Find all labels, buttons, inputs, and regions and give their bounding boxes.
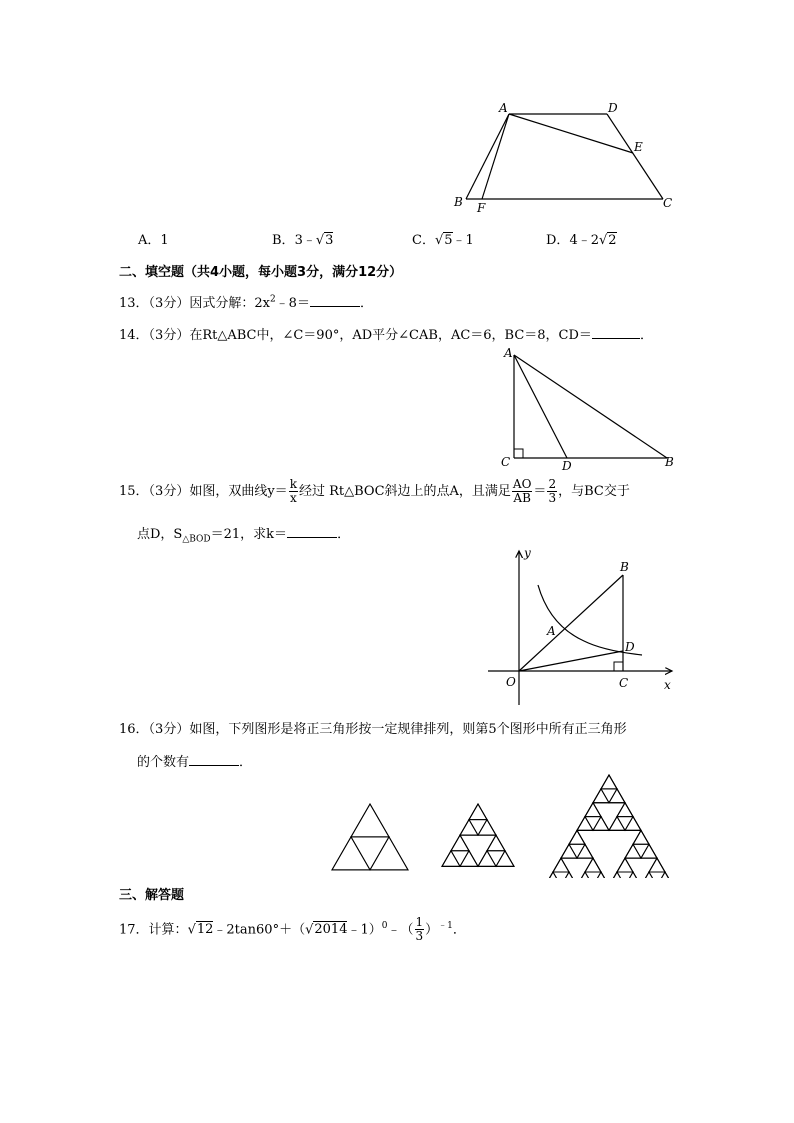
- label-D: D: [625, 640, 635, 654]
- q15-number: 15．: [119, 484, 149, 499]
- q17-end: ．: [452, 922, 466, 938]
- pattern-3-top-left-right: [593, 817, 609, 831]
- pattern-3-top-right-left: [609, 817, 625, 831]
- pattern-2-right-top: [487, 835, 505, 851]
- label-D: D: [562, 459, 572, 473]
- frac-numerator: AO: [512, 477, 532, 491]
- question-15-line-2: [137, 523, 350, 545]
- option-d-radicand: 2: [608, 233, 617, 248]
- q17-mid-1: ﹣2tan60°＋（: [213, 922, 306, 938]
- pattern-3-right-left-right: [625, 872, 641, 878]
- pattern-3-top-left-inner: [585, 817, 601, 831]
- pattern-3-right-left-top: [617, 858, 633, 872]
- pattern-3-left-top-top: [569, 830, 585, 844]
- q13-number: 13．: [119, 296, 149, 311]
- pattern-2-top-left: [460, 820, 478, 836]
- q16-answer-blank[interactable]: [189, 754, 239, 766]
- pattern-3-left-right-top: [585, 858, 601, 872]
- pattern-3-top-right-inner: [617, 817, 633, 831]
- q17-exponent-neg1: ﹣1: [438, 921, 453, 931]
- question-15-line-1: [119, 478, 630, 514]
- label-y: y: [524, 546, 531, 560]
- pattern-3-right-top-top: [633, 830, 649, 844]
- label-E: E: [634, 140, 643, 154]
- section-2-heading: 二、填空题（共4小题，每小题3分，满分12分）: [119, 265, 403, 280]
- q15-line2-pre: 点D，S: [137, 527, 183, 542]
- q15-text-2: 经过 Rt△BOC斜边上的点A，且满足: [298, 484, 511, 499]
- pattern-3-left-top-inner: [569, 844, 585, 858]
- fraction-k-over-x: [289, 478, 298, 505]
- q17-radicand-2: 2014: [314, 922, 348, 938]
- fraction-2-over-3: [547, 478, 557, 505]
- pattern-3-left-left-right: [561, 872, 577, 878]
- q17-mid-2: ﹣1）: [347, 922, 382, 938]
- label-C: C: [501, 455, 511, 469]
- pattern-3: [545, 775, 673, 878]
- pattern-2-top-right: [478, 820, 496, 836]
- q15-subscript: △BOD: [182, 534, 211, 545]
- pattern-3-top-top-right: [609, 789, 625, 803]
- q15-line2-mid: ＝21，求k＝: [210, 527, 288, 542]
- q16-score: （3分）: [148, 722, 190, 737]
- pattern-2-left-right: [460, 851, 478, 867]
- hyperbola-figure: [484, 543, 680, 708]
- q17-mid-3: ﹣（: [387, 922, 414, 938]
- question-17: 17．计算：√12﹣2tan60°＋（√2014﹣1）$^0$﹣（ $\frac{1}{3}$ ）$^{﹣1}$．: [119, 915, 466, 944]
- pattern-2-right-right: [496, 851, 514, 867]
- option-b-label: B．: [272, 233, 295, 248]
- pattern-3-left-left-left: [545, 872, 561, 878]
- option-a-value: 1: [160, 233, 169, 248]
- pattern-3-top-top-top: [601, 775, 617, 789]
- pattern-3-left-right-right: [593, 872, 609, 878]
- question-16-line-2: [137, 751, 252, 770]
- pattern-2-right-inner: [487, 851, 505, 867]
- q13-end: ．: [359, 296, 373, 311]
- option-c-label: C．: [412, 233, 435, 248]
- option-b-pre: 3﹣: [294, 233, 316, 248]
- q16-text-2: 的个数有: [137, 755, 190, 770]
- pattern-3-right-top-left: [625, 844, 641, 858]
- q15-text-3: ，与BC交于: [558, 484, 630, 499]
- q17-exponent-0: 0: [381, 921, 388, 931]
- label-A: A: [547, 624, 556, 638]
- pattern-3-left-top-left: [561, 844, 577, 858]
- pattern-3-right-left-left: [609, 872, 625, 878]
- q14-end: ．: [639, 328, 653, 343]
- pattern-2-left-inner: [451, 851, 469, 867]
- pattern-1-right: [370, 837, 408, 870]
- option-d-pre: 4﹣2: [569, 233, 599, 248]
- label-A: A: [504, 346, 513, 360]
- pattern-3-left-left-top: [553, 858, 569, 872]
- q14-answer-blank[interactable]: [592, 327, 640, 339]
- pattern-3-top-left-left: [577, 817, 593, 831]
- pattern-3-right-left: [609, 858, 641, 878]
- label-B: B: [665, 455, 674, 469]
- q15-answer-blank[interactable]: [287, 526, 337, 538]
- label-C: C: [663, 196, 673, 210]
- q16-number: 16．: [119, 722, 149, 737]
- q13-answer-blank[interactable]: [310, 295, 360, 307]
- q16-text-1: 如图，下列图形是将正三角形按一定规律排列，则第5个图形中所有正三角形: [189, 722, 627, 737]
- pattern-3-right-inner: [625, 858, 657, 878]
- q17-number: 17．: [119, 922, 149, 938]
- pattern-3-right-right-top: [649, 858, 665, 872]
- q14-number: 14．: [119, 328, 149, 343]
- triangle-pattern-figure: [320, 768, 690, 878]
- fraction-ao-over-ab: [512, 478, 533, 505]
- frac-numerator: 1: [415, 915, 424, 930]
- q15-end: ．: [337, 527, 351, 542]
- frac-denominator: 3: [548, 491, 557, 505]
- fraction-1-over-3: [415, 916, 425, 943]
- q15-text-1: 如图，双曲线y＝: [189, 484, 288, 499]
- frac-numerator: 2: [548, 477, 557, 491]
- label-C: C: [619, 676, 629, 690]
- option-a-label: A．: [138, 233, 161, 248]
- pattern-3-inner: [577, 830, 641, 878]
- pattern-3-right-right: [641, 858, 673, 878]
- pattern-1-inner: [351, 837, 389, 870]
- pattern-2-right-left: [478, 851, 496, 867]
- pattern-3-right-right-left: [641, 872, 657, 878]
- pattern-3-top-top-left: [593, 789, 609, 803]
- frac-denominator: x: [289, 491, 297, 505]
- pattern-1-top: [351, 804, 389, 837]
- pattern-3-right: [609, 830, 673, 878]
- q14-score: （3分）: [148, 328, 190, 343]
- label-F: F: [477, 201, 486, 215]
- pattern-3-left-top-right: [577, 844, 593, 858]
- trapezoid-figure: [450, 98, 680, 218]
- pattern-3-left-inner: [561, 858, 593, 878]
- right-triangle-figure: [497, 343, 683, 473]
- pattern-3-right-right-right: [657, 872, 673, 878]
- label-B: B: [454, 195, 463, 209]
- q14-text: 在Rt△ABC中，∠C＝90°，AD平分∠CAB，AC＝6，BC＝8，CD＝: [189, 328, 592, 343]
- q17-radicand-1: 12: [196, 922, 214, 938]
- section-3-heading: 三、解答题: [119, 888, 185, 903]
- q16-end: ．: [239, 755, 253, 770]
- pattern-3-right-top-right: [641, 844, 657, 858]
- label-D: D: [608, 101, 618, 115]
- option-b: B．3﹣√3: [272, 233, 334, 248]
- q13-text-post: ﹣8＝: [275, 296, 310, 311]
- q15-score: （3分）: [148, 484, 190, 499]
- label-B: B: [620, 560, 629, 574]
- label-A: A: [499, 101, 508, 115]
- q13-text: 因式分解：2x: [189, 296, 270, 311]
- option-a: [138, 229, 169, 248]
- option-d: D．4﹣2√2: [546, 233, 617, 248]
- option-c-post: ﹣1: [452, 233, 474, 248]
- pattern-2-left-left: [442, 851, 460, 867]
- pattern-3-left-right-left: [577, 872, 593, 878]
- pattern-3-top-left-top: [585, 803, 601, 817]
- option-d-label: D．: [546, 233, 570, 248]
- q13-score: （3分）: [148, 296, 190, 311]
- frac-denominator: AB: [513, 491, 531, 505]
- q15-equals: ＝: [533, 484, 547, 499]
- pattern-3-left-right: [577, 858, 609, 878]
- option-c: C．√5﹣1: [412, 233, 474, 248]
- q17-text: 计算：: [148, 922, 188, 938]
- pattern-1-left: [332, 837, 370, 870]
- label-x: x: [664, 678, 671, 692]
- q17-mid-4: ）: [425, 922, 439, 938]
- pattern-2-top-top: [469, 804, 487, 820]
- pattern-3-right-top-inner: [633, 844, 649, 858]
- pattern-3-left: [545, 830, 609, 878]
- option-b-radicand: 3: [325, 233, 334, 248]
- pattern-3-top-right-right: [625, 817, 641, 831]
- question-16-line-1: [119, 718, 627, 737]
- pattern-3-left-left: [545, 858, 577, 878]
- pattern-3-top-right-top: [617, 803, 633, 817]
- question-14: [119, 324, 653, 343]
- question-13: [119, 292, 373, 311]
- label-O: O: [506, 675, 516, 689]
- frac-numerator: k: [289, 477, 297, 491]
- frac-denominator: 3: [415, 929, 424, 944]
- pattern-2-left-top: [451, 835, 469, 851]
- pattern-2-top-inner: [469, 820, 487, 836]
- pattern-3-top-top-inner: [601, 789, 617, 803]
- q13-exponent: 2: [269, 294, 276, 305]
- option-c-radicand: 5: [444, 233, 453, 248]
